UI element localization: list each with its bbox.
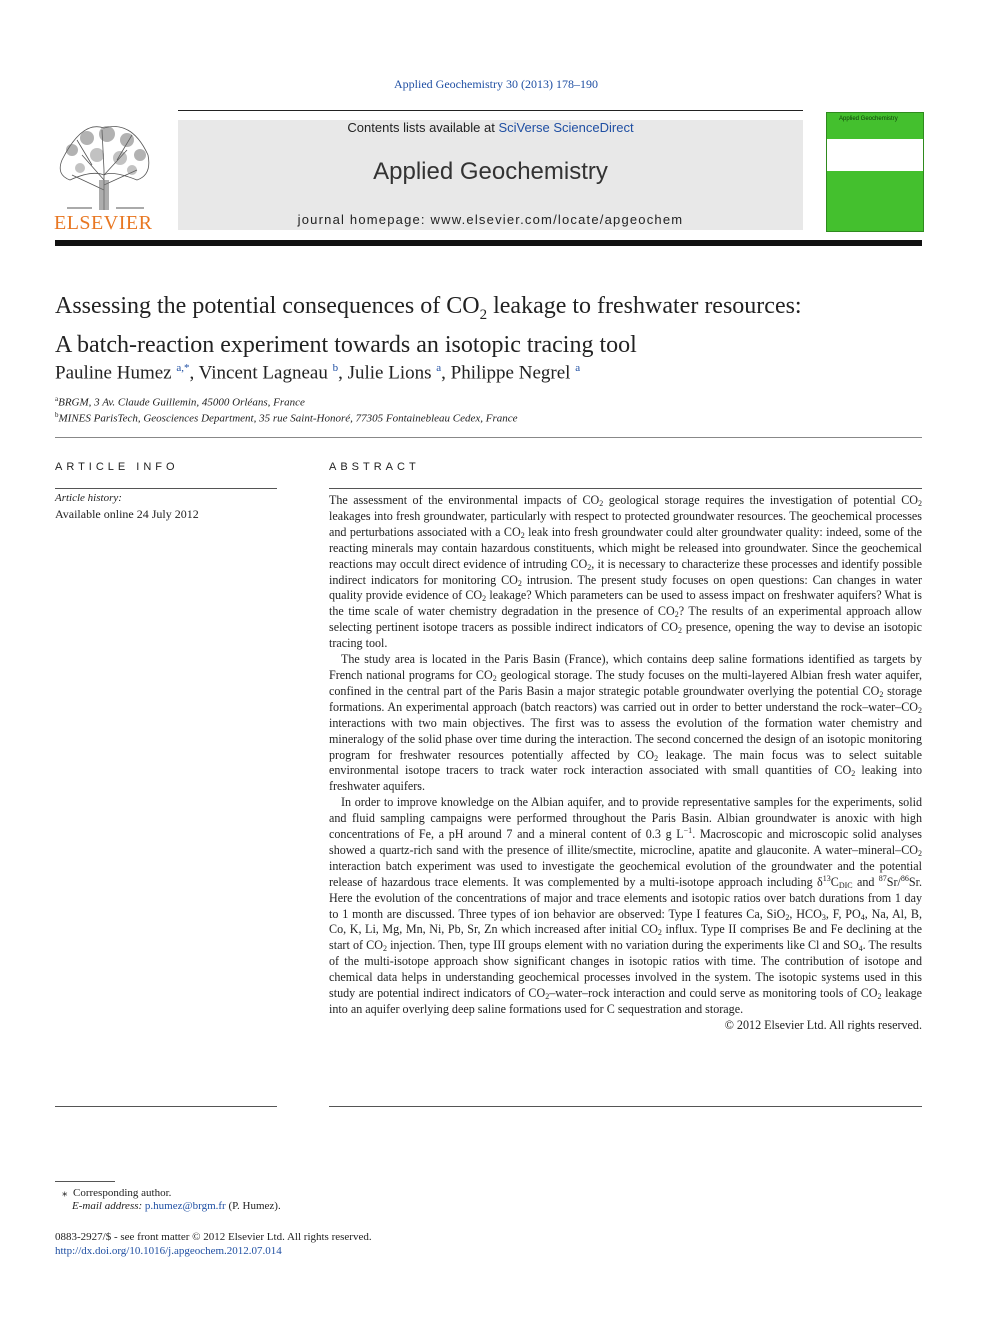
corresponding-author-text: Corresponding author. (73, 1187, 172, 1199)
doi-link[interactable]: http://dx.doi.org/10.1016/j.apgeochem.2012.07.014 (55, 1245, 282, 1257)
sciencedirect-link[interactable]: SciVerse ScienceDirect (498, 120, 634, 135)
email-suffix: (P. Humez). (225, 1200, 281, 1212)
header-thick-rule (55, 240, 922, 246)
abstract-rule (329, 488, 922, 489)
cover-title: Applied Geochemistry (839, 116, 898, 122)
author-affiliation-marker[interactable]: a,* (176, 362, 190, 374)
corresponding-author-footnote (62, 1186, 171, 1199)
cover-white-band (827, 139, 923, 171)
title-subscript: 2 (479, 306, 488, 323)
abstract-bottom-rule (329, 1106, 922, 1107)
elsevier-logo[interactable] (52, 120, 156, 232)
contents-prefix: Contents lists available at (347, 120, 499, 135)
email-footnote (72, 1200, 281, 1212)
author-name[interactable]: Pauline Humez (55, 362, 172, 384)
issn-line: 0883-2927/$ - see front matter © 2012 Elsevier Ltd. All rights reserved. (55, 1231, 372, 1243)
author-affiliation-marker[interactable]: a (575, 362, 581, 374)
abstract-paragraph: The study area is located in the Paris Basin (France), which contains deep saline formations identified as targets by French national programs for $CO_2$ geological storage. The study focuses on the multi-layered Albian fresh water aquifer, confined in the central part of the Paris Basin a major strategic potable groundwater overlying the potential $CO_2$ storage formations. An experimental approach (batch reactors) was carried out in order to better understand the rock–$water-CO_2$ interactions with two main objectives. The first was to assess the evolution of the formation water chemistry and mineralogy of the solid phase over time during the interaction. The second concerned the design of an isotopic monitoring program for freshwater resources potentially affected by $CO_2$ leakage. The main focus was to select suitable environmental isotope tracers to track water rock interaction associated with small quantities of $CO_2$ leaking into freshwater aquifers. (329, 652, 923, 794)
affiliation-marker: b (55, 411, 59, 419)
contents-line (178, 120, 803, 135)
footnote-rule (55, 1181, 115, 1182)
history-date: Available online 24 July 2012 (55, 507, 199, 521)
affiliation-text: BRGM, 3 Av. Claude Guillemin, 45000 Orléans, France (58, 396, 305, 409)
affiliation-marker: a (55, 395, 59, 403)
abstract-heading: ABSTRACT (329, 461, 420, 473)
email-label: E-mail address: (72, 1200, 145, 1212)
affiliation-a (55, 395, 305, 409)
abstract-paragraph: In order to improve knowledge on the Albian aquifer, and to provide representative samples for the experiments, solid and fluid sampling campaigns were performed throughout the Paris Basin. Albian groundwater is anoxic with high concentrations of Fe, a pH around 7 and a mineral content of 0.3 g $L^{-1}$. Macroscopic and microscopic solid analyses showed a quartz-rich sand with the presence of illite/smectite, microcline, apatite and glauconite. A water–$mineral-CO_2$ interaction batch experiment was used to investigate the geochemical evolution of the groundwater and the potential release of hazardous trace elements. It was complemented by a multi-isotope approach including $\delta^{13}C_{DIC}$ and $^{87}$Sr/$^{86}$Sr. Here the evolution of the concentrations of major and trace elements and isotopic ratios over batch durations from 1 day to 1 month are discussed. Three types of ion behavior are observed: Type I features Ca, SiO$_2$, $HCO_3$, F, $PO_4$, Na, Al, B, Co, K, Li, Mg, Mn, Ni, Pb, Sr, Zn which increased after initial $CO_2$ influx. Type II comprises Be and Fe declining at the start of $CO_2$ injection. Then, type III groups element with no variation during the experiments like Cl and $SO_4$. The results of the multi-isotope approach show significant changes in isotopic ratios with time. The contribution of isotope and chemical data helps in understanding geochemical processes involved in the system. The isotopic systems used in this study are potential indirect indicators of $CO_2-water$–rock interaction and could serve as monitoring tools of $CO_2$ leakage into an aquifer overlying deep saline formations used for C sequestration and storage. (329, 795, 923, 1016)
title-part1: Assessing the potential consequences of CO (55, 293, 480, 319)
copyright-notice: © 2012 Elsevier Ltd. All rights reserved. (724, 1017, 922, 1032)
article-info-heading: ARTICLE INFO (55, 461, 179, 473)
journal-cover-thumbnail[interactable] (826, 112, 924, 232)
affiliation-b (55, 411, 518, 425)
section-divider (55, 437, 922, 438)
article-info-bottom-rule (55, 1106, 277, 1107)
history-label: Article history: (55, 492, 122, 504)
author-list: Pauline Humez $^{a,*}$, Vincent Lagneau $^b$, Julie Lions $^a$, Philippe Negrel $^a$ (55, 362, 581, 384)
author-affiliation-marker[interactable]: b (332, 362, 339, 374)
journal-reference-link[interactable]: Applied Geochemistry 30 (2013) 178–190 (394, 77, 598, 91)
author-name[interactable]: Julie Lions (347, 362, 432, 384)
email-link[interactable]: p.humez@brgm.fr (144, 1200, 226, 1212)
header-top-rule (178, 110, 803, 111)
article-title (55, 291, 935, 360)
author-name[interactable]: Vincent Lagneau (198, 362, 328, 384)
journal-homepage[interactable]: journal homepage: www.elsevier.com/locate/apgeochem (297, 212, 684, 227)
article-info-rule (55, 488, 277, 489)
title-line2: A batch-reaction experiment towards an isotopic tracing tool (55, 331, 637, 358)
author-affiliation-marker[interactable]: a (436, 362, 442, 374)
affiliation-text: MINES ParisTech, Geosciences Department, 35 rue Saint-Honoré, 77305 Fontainebleau Cedex, France (58, 412, 518, 425)
author-name[interactable]: Philippe Negrel (450, 362, 571, 384)
abstract-body (329, 493, 922, 1034)
abstract-paragraph: The assessment of the environmental impacts of $CO_2$ geological storage requires the investigation of potential $CO_2$ leakages into fresh groundwater, particularly with respect to protected groundwater resources. The geochemical processes and perturbations associated with a $CO_2$ leak into fresh groundwater could alter groundwater quality: indeed, some of the reacting minerals may contain hazardous constituents, which might be released into groundwater. Since the geochemical reactions may occult direct evidence of intruding $CO_2$, it is necessary to characterize these processes and identify possible indirect indicators for monitoring $CO_2$ intrusion. The present study focuses on open questions: Can changes in water quality provide evidence of $CO_2$ leakage? Which parameters can be used to assess impact on freshwater aquifers? What is the time scale of water chemistry degradation in the presence of $CO_2$? The results of an experimental approach allow selecting pertinent isotope tracers as possible indirect indicators of $CO_2$ presence, opening the way to devise an isotopic tracing tool. (329, 493, 923, 651)
journal-title: Applied Geochemistry (373, 158, 608, 185)
title-part2: leakage to freshwater resources: (487, 293, 802, 319)
asterisk-marker: ⁎ (62, 1187, 73, 1199)
elsevier-tree-icon (52, 120, 156, 212)
journal-banner (178, 120, 803, 230)
elsevier-wordmark: ELSEVIER (54, 212, 153, 234)
